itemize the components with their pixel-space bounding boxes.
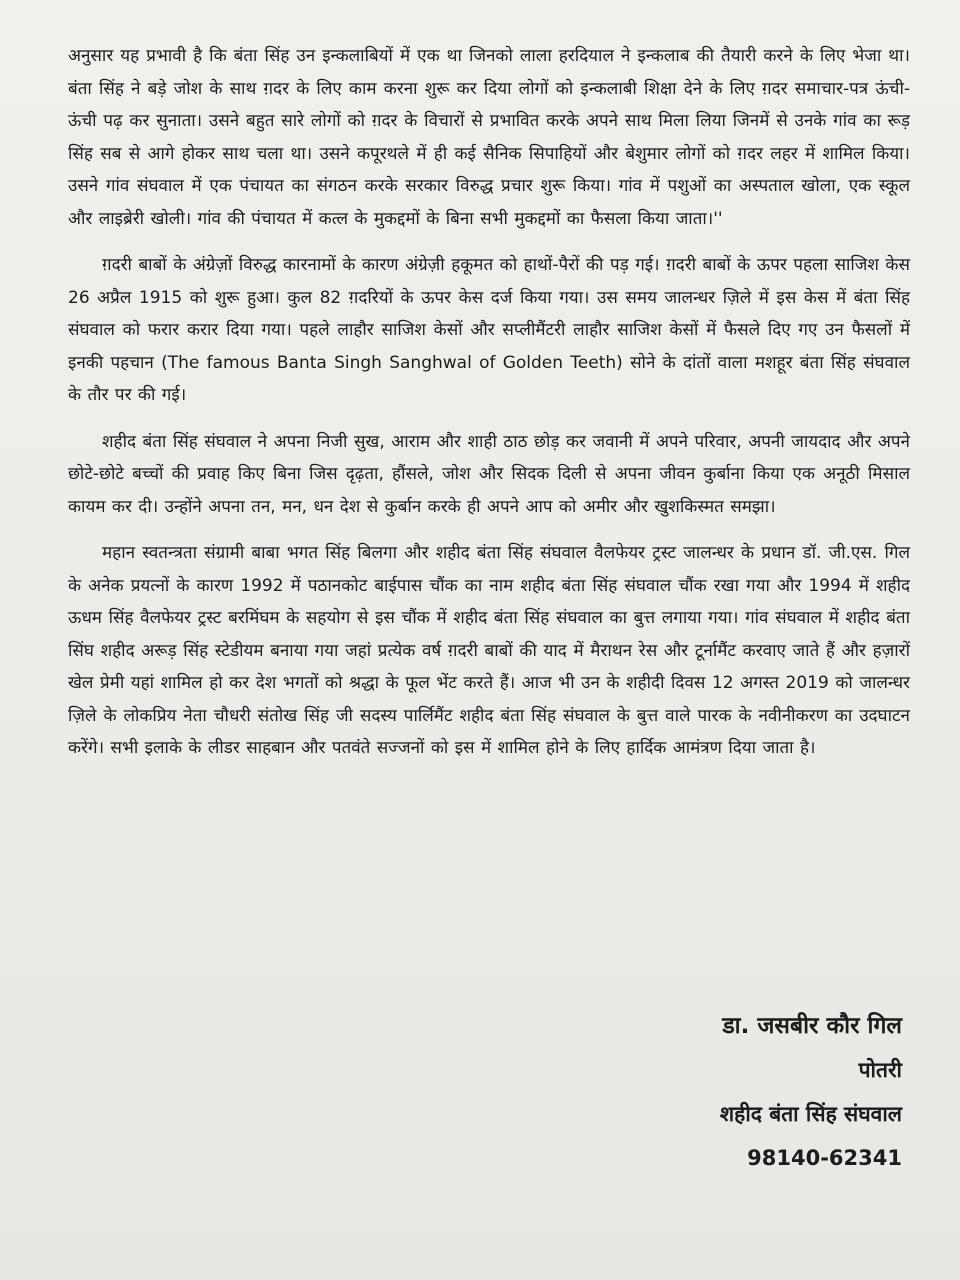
paragraph-3: शहीद बंता सिंह संघवाल ने अपना निजी सुख, आराम और शाही ठाठ छोड़ कर जवानी में अपने परिवार, अपनी जायदाद और अपने छोटे-छोटे बच्चों की प्रवाह किए बिना जिस दृढ़ता, हौंसले, जोश और सिदक दिली से अपना जीवन कुर्बाना किया एक अनूठी मिसाल कायम कर दी। उन्होंने अपना तन, मन, धन देश से कुर्बान करके ही अपने आप को अमीर और खुशकिस्मत समझा। <box>68 431 910 517</box>
signature-block <box>720 1004 902 1180</box>
paragraph-1: अनुसार यह प्रभावी है कि बंता सिंह उन इन्कलाबियों में एक था जिनको लाला हरदियाल ने इन्कलाब की तैयारी करने के लिए भेजा था। बंता सिंह ने बड़े जोश के साथ ग़दर के लिए काम करना शुरू कर दिया लोगों को इन्कलाबी शिक्षा देने के लिए ग़दर समाचार-पत्र ऊंची-ऊंची पढ़ कर सुनाता। उसने बहुत सारे लोगों को ग़दर के विचारों से प्रभावित करके अपने साथ मिला लिया जिनमें से उनके गांव का रूड़ सिंह सब से आगे होकर साथ चला था। उसने कपूरथले में ही कई सैनिक सिपाहियों और बेशुमार लोगों को ग़दर लहर में शामिल किया। उसने गांव संघवाल में एक पंचायत का संगठन करके सरकार विरुद्ध प्रचार शुरू किया। गांव में पशुओं का अस्पताल खोला, एक स्कूल और लाइब्रेरी खोली। गांव की पंचायत में कत्ल के मुकद्दमों के बिना सभी मुकद्दमों का फैसला किया जाता।'' <box>68 46 910 229</box>
signature-of: शहीद बंता सिंह संघवाल <box>719 1102 902 1126</box>
signature-name: डा. जसबीर कौर गिल <box>722 1013 902 1039</box>
document-body <box>68 40 910 779</box>
signature-phone: 98140-62341 <box>747 1146 902 1170</box>
paragraph-4: महान स्वतन्त्रता संग्रामी बाबा भगत सिंह बिलगा और शहीद बंता सिंह संघवाल वैलफेयर ट्रस्ट जालन्धर के प्रधान डॉ. जी.एस. गिल के अनेक प्रयत्नों के कारण 1992 में पठानकोट बाईपास चौंक का नाम शहीद बंता सिंह संघवाल चौंक रखा गया और 1994 में शहीद ऊधम सिंह वैलफेयर ट्रस्ट बरमिंघम के सहयोग से इस चौंक में शहीद बंता सिंह संघवाल का बुत्त लगाया गया। गांव संघवाल में शहीद बंता सिंघ शहीद अरूड़ सिंह स्टेडीयम बनाया गया जहां प्रत्येक वर्ष ग़दरी बाबों की याद में मैराथन रेस और टूर्नामैंट करवाए जाते हैं और हज़ारों खेल प्रेमी यहां शामिल हो कर देश भगतों को श्रद्धा के फूल भेंट करते हैं। आज भी उन के शहीदी दिवस 12 अगस्त 2019 को जालन्धर ज़िले के लोकप्रिय नेता चौधरी संतोख सिंह जी सदस्य पार्लिमैंट शहीद बंता सिंह संघवाल के बुत्त वाले पारक के नवीनीकरण का उदघाटन करेंगे। सभी इलाके के लीडर साहबान और पतवंते सज्जनों को इस में शामिल होने के लिए हार्दिक आमंत्रण दिया जाता है। <box>68 543 910 758</box>
paragraph-2: ग़दरी बाबों के अंग्रेज़ों विरुद्ध कारनामों के कारण अंग्रेज़ी हकूमत को हाथों-पैरों की पड़ गई। ग़दरी बाबों के ऊपर पहला साजिश केस 26 अप्रैल 1915 को शुरू हुआ। कुल 82 ग़दरियों के ऊपर केस दर्ज किया गया। उस समय जालन्धर ज़िले में इस केस में बंता सिंह संघवाल को फरार करार दिया गया। पहले लाहौर साजिश केसों और सप्लीमैंटरी लाहौर साजिश केसों में फैसले दिए गए उन फैसलों में इनकी पहचान (The famous Banta Singh Sanghwal of Golden Teeth) सोने के दांतों वाला मशहूर बंता सिंह संघवाल के तौर पर की गई। <box>68 255 910 405</box>
signature-relation: पोतरी <box>858 1058 902 1082</box>
